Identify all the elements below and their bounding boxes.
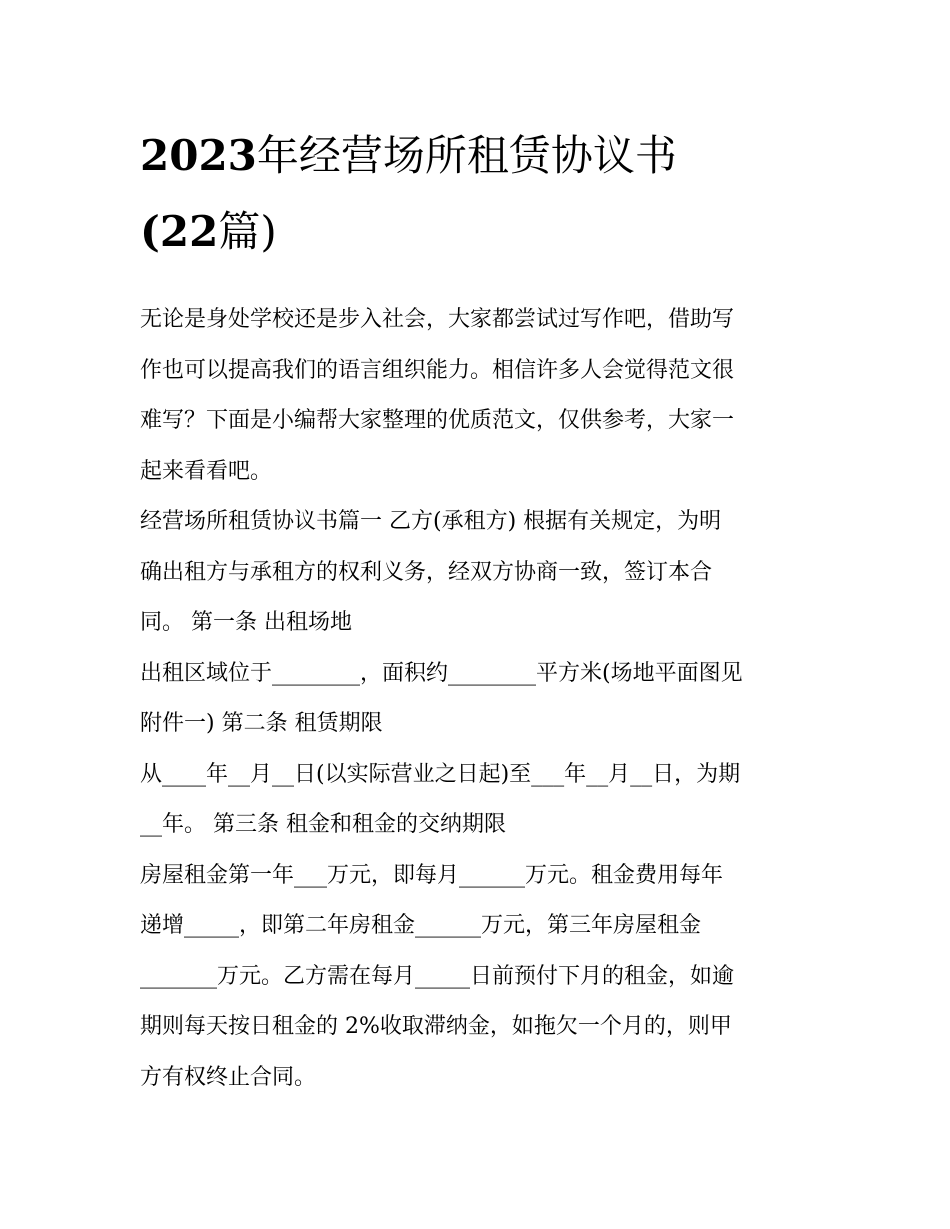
title-count-suffix: 篇) [218,207,277,256]
title-text: 年经营场所租赁协议书 [256,131,677,180]
text-line: __年。 第三条 租金和租金的交纳期限 [140,812,506,837]
text-line: 递增_____，即第二年房租金______万元，第三年房屋租金 [140,913,702,938]
text-line: 难写？下面是小编帮大家整理的优质范文，仅供参考，大家一 [140,408,735,433]
title-line-2 [140,194,812,270]
text-line: 起来看看吧。 [140,458,273,484]
document-title [140,118,812,270]
text-line: 同。 第一条 出租场地 [140,610,352,635]
text-line: 作也可以提高我们的语言组织能力。相信许多人会觉得范文很 [140,357,735,383]
text-line: _______万元。乙方需在每月_____日前预付下月的租金，如逾 [140,963,735,989]
text-line: 房屋租金第一年___万元，即每月______万元。租金费用每年 [140,862,724,888]
text-line: 无论是身处学校还是步入社会，大家都尝试过写作吧，借助写 [140,307,735,332]
paragraph-article-1 [140,497,812,649]
document-body [140,295,812,1103]
title-count: (22 [140,207,219,256]
text-line: 经营场所租赁协议书篇一 乙方(承租方) 根据有关规定，为明 [140,509,722,534]
text-line: 确出租方与承租方的权利义务，经双方协商一致，签订本合 [140,559,713,585]
text-line: 附件一) 第二条 租赁期限 [140,711,383,736]
paragraph-article-2 [140,649,812,750]
text-line: 方有权终止合同。 [140,1064,317,1090]
text-line: 从____年__月__日(以实际营业之日起)至___年__月__日，为期 [140,761,741,787]
text-line: 出租区域位于________，面积约________平方米(场地平面图见 [140,660,743,686]
title-line-1 [140,118,812,194]
paragraph-rent [140,851,812,1104]
title-year: 2023 [140,131,257,180]
text-line: 期则每天按日租金的 2%收取滞纳金，如拖欠一个月的，则甲 [140,1014,732,1039]
document-page [140,118,812,1103]
paragraph-article-3 [140,750,812,851]
paragraph-intro [140,295,812,497]
